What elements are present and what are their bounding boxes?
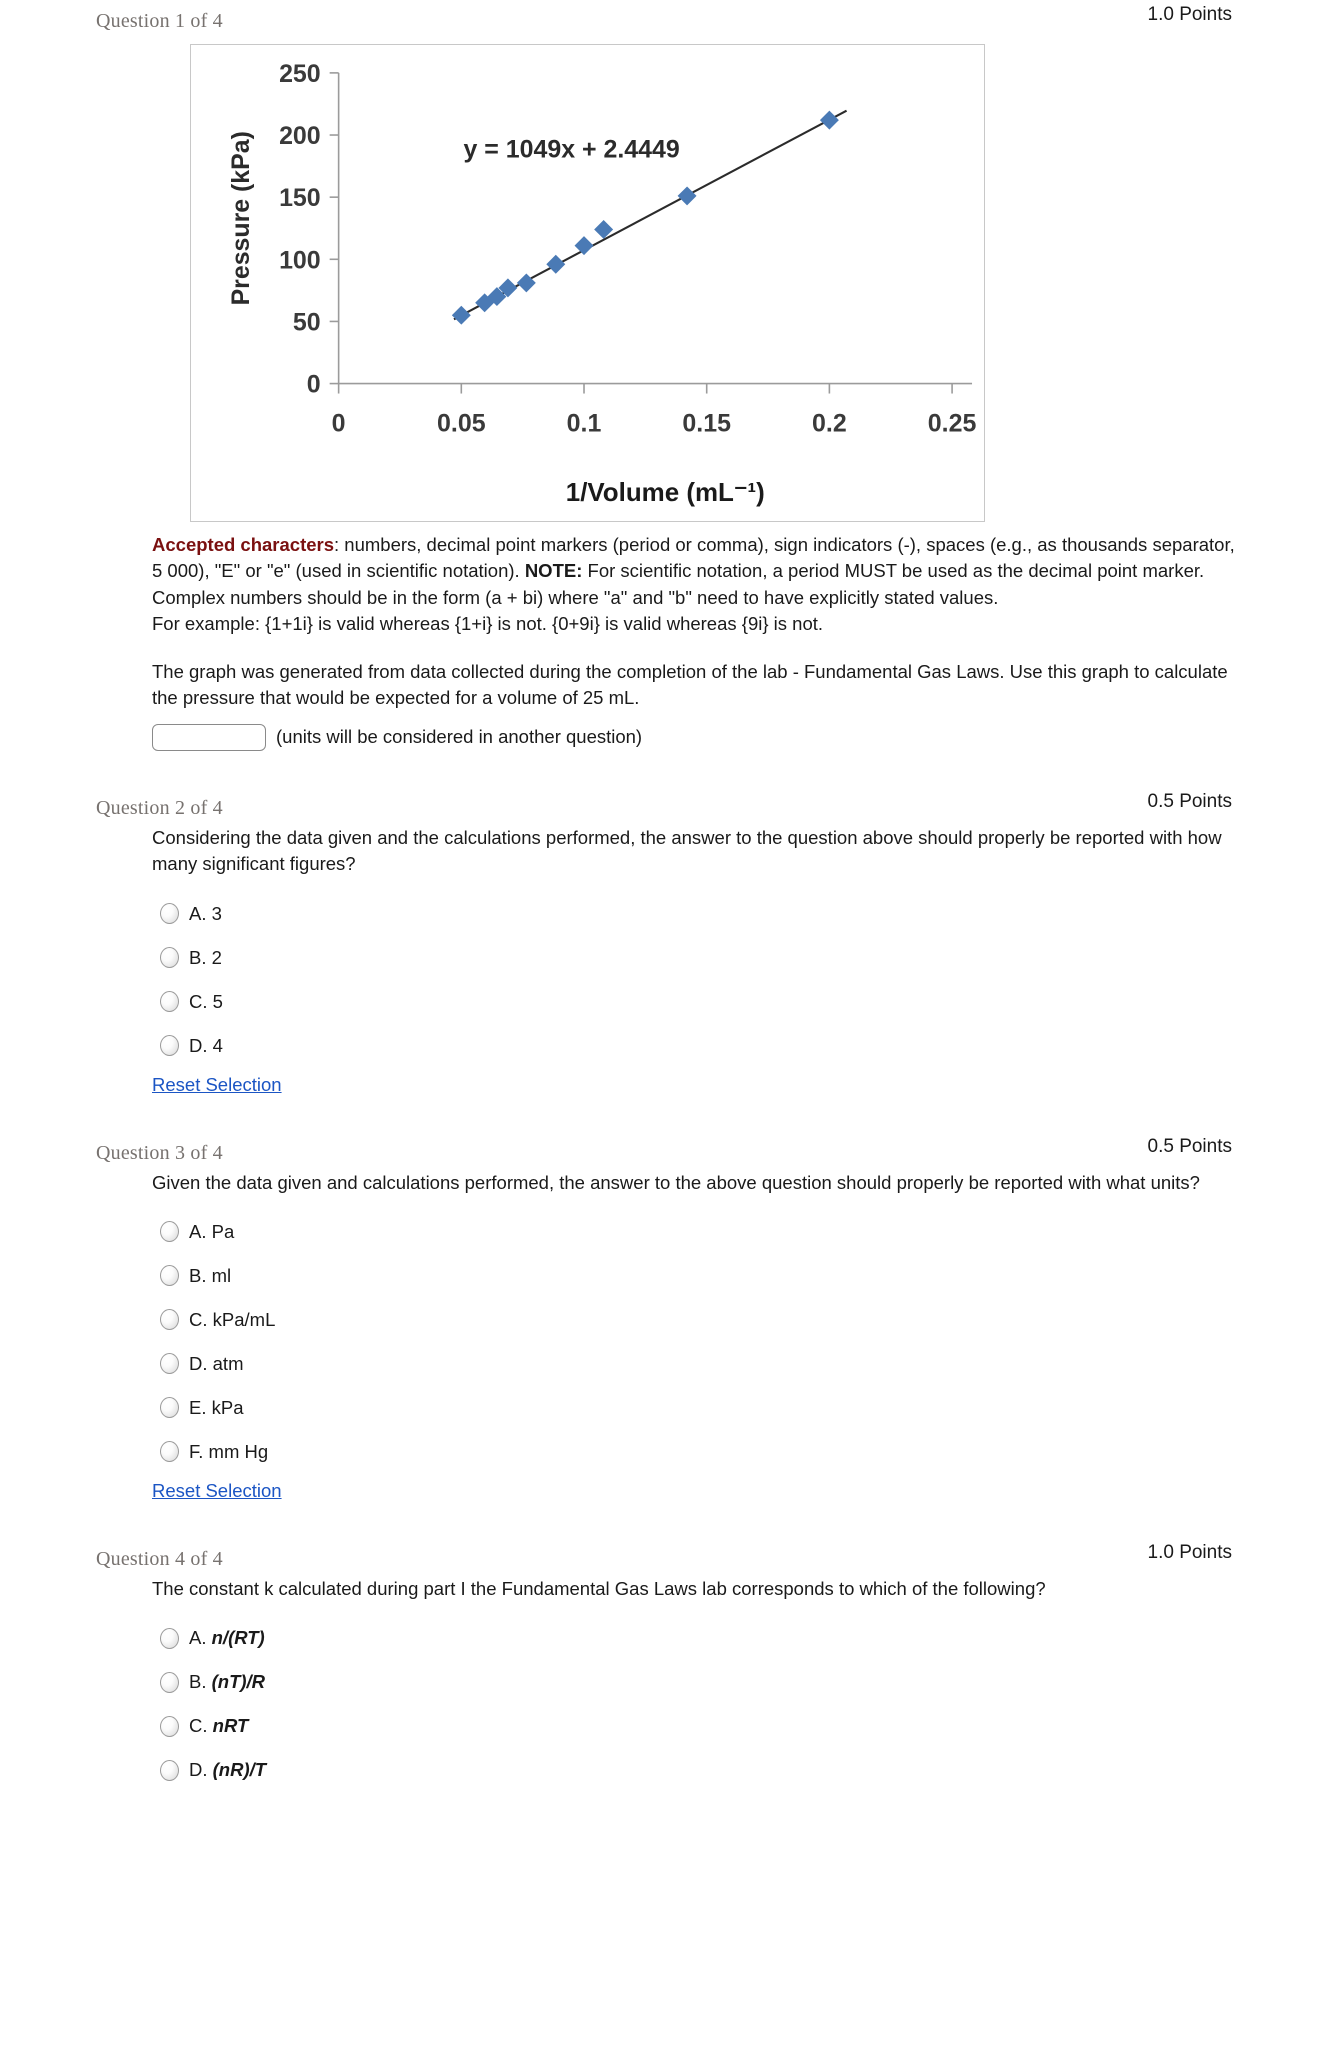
chart-inner — [191, 45, 984, 521]
accepted-characters-rest: : numbers, decimal point markers (period or comma), sign indicators (-), spaces (e.g., as thousands separator, 5 000), "E" or "e" (used in scientific notation). — [152, 534, 1235, 582]
svg-text:200: 200 — [279, 122, 321, 150]
option-row[interactable] — [160, 1660, 1300, 1704]
option-label: C. 5 — [189, 990, 223, 1012]
question-3-options — [160, 1210, 1300, 1474]
accepted-characters-block — [152, 532, 1244, 712]
option-label: C. kPa/mL — [189, 1308, 276, 1330]
option-row[interactable] — [160, 1386, 1300, 1430]
option-label: B. (nT)/R — [189, 1671, 266, 1693]
option-label: E. kPa — [189, 1396, 244, 1418]
section-separator-1 — [0, 751, 1340, 791]
question-4-label: Question 4 of 4 — [96, 1547, 223, 1570]
option-label: A. n/(RT) — [189, 1627, 265, 1649]
option-row[interactable] — [160, 892, 1300, 936]
radio-button-icon[interactable] — [160, 1035, 179, 1056]
question-1-points: 1.0 Points — [1147, 4, 1232, 25]
option-row[interactable] — [160, 1024, 1300, 1068]
question-3-header — [0, 1136, 1300, 1170]
option-row[interactable] — [160, 1254, 1300, 1298]
question-3-label: Question 3 of 4 — [96, 1141, 223, 1164]
option-row[interactable] — [160, 1298, 1300, 1342]
question-2-label: Question 2 of 4 — [96, 796, 223, 819]
radio-button-icon[interactable] — [160, 1265, 179, 1286]
svg-text:0.15: 0.15 — [682, 409, 731, 438]
complex-numbers-line: Complex numbers should be in the form (a + bi) where "a" and "b" need to have explicitly stated values. — [152, 586, 999, 608]
option-row[interactable] — [160, 1748, 1300, 1792]
answer-input[interactable] — [152, 724, 266, 751]
question-2-prompt: Considering the data given and the calculations performed, the answer to the question above should properly be reported with how many significant figures? — [152, 826, 1222, 875]
svg-text:150: 150 — [279, 184, 321, 213]
question-4-points: 1.0 Points — [1147, 1541, 1232, 1563]
option-row[interactable] — [160, 936, 1300, 980]
section-separator-2 — [0, 1096, 1340, 1136]
question-4-block — [0, 1542, 1340, 1792]
question-3-prompt: Given the data given and calculations performed, the answer to the above question should properly be reported with what units? — [152, 1171, 1200, 1193]
question-1-prompt: The graph was generated from data collected during the completion of the lab - Fundamental Gas Laws. Use this graph to calculate the pressure that would be expected for a volume of 25 mL. — [152, 661, 1228, 709]
option-row[interactable] — [160, 1342, 1300, 1386]
question-2-block — [0, 791, 1340, 1096]
radio-button-icon[interactable] — [160, 991, 179, 1012]
question-4-header — [0, 1542, 1300, 1576]
option-label: F. mm Hg — [189, 1440, 269, 1462]
question-3-points: 0.5 Points — [1147, 1135, 1232, 1157]
reset-selection-link[interactable]: Reset Selection — [152, 1479, 282, 1501]
question-3-body — [0, 1170, 1300, 1196]
radio-button-icon[interactable] — [160, 947, 179, 968]
radio-button-icon[interactable] — [160, 903, 179, 924]
question-3-block — [0, 1136, 1340, 1502]
svg-text:0.25: 0.25 — [927, 409, 977, 438]
option-label: C. nRT — [189, 1715, 249, 1737]
answer-units-hint: (units will be considered in another question) — [276, 726, 643, 748]
question-2-options — [160, 892, 1300, 1068]
svg-text:0.2: 0.2 — [812, 409, 847, 438]
radio-button-icon[interactable] — [160, 1672, 179, 1693]
radio-button-icon[interactable] — [160, 1760, 179, 1781]
radio-button-icon[interactable] — [160, 1309, 179, 1330]
accepted-characters-lead: Accepted characters — [152, 534, 335, 555]
svg-text:50: 50 — [292, 308, 321, 337]
radio-button-icon[interactable] — [160, 1221, 179, 1242]
radio-button-icon[interactable] — [160, 1397, 179, 1418]
svg-text:0: 0 — [306, 370, 321, 399]
radio-button-icon[interactable] — [160, 1628, 179, 1649]
example-line: For example: {1+1i} is valid whereas {1+i} is not. {0+9i} is valid whereas {9i} is not. — [152, 612, 824, 634]
question-1-label: Question 1 of 4 — [96, 10, 223, 32]
radio-button-icon[interactable] — [160, 1441, 179, 1462]
question-1-answer-row — [152, 724, 1300, 751]
svg-text:Pressure (kPa): Pressure (kPa) — [226, 131, 255, 306]
radio-button-icon[interactable] — [160, 1716, 179, 1737]
accepted-characters-paragraph — [152, 532, 1244, 585]
svg-text:100: 100 — [279, 246, 321, 275]
question-1-header — [0, 4, 1300, 38]
pressure-vs-inverse-volume-chart — [190, 44, 985, 522]
section-separator-3 — [0, 1502, 1340, 1542]
paragraph-gap — [152, 637, 1244, 659]
option-row[interactable] — [160, 1616, 1300, 1660]
svg-text:0.05: 0.05 — [437, 409, 486, 438]
option-label: D. (nR)/T — [189, 1759, 267, 1781]
svg-text:0: 0 — [331, 409, 346, 438]
option-label: B. 2 — [189, 946, 222, 968]
option-label: D. 4 — [189, 1034, 223, 1056]
option-label: A. 3 — [189, 902, 222, 924]
svg-text:0.1: 0.1 — [566, 409, 602, 438]
option-row[interactable] — [160, 980, 1300, 1024]
question-1-block — [0, 0, 1340, 751]
svg-text:250: 250 — [279, 59, 321, 88]
option-row[interactable] — [160, 1430, 1300, 1474]
svg-text:1/Volume (mL⁻¹): 1/Volume (mL⁻¹) — [565, 479, 765, 508]
question-2-header — [0, 791, 1300, 825]
question-2-body — [0, 825, 1300, 878]
option-row[interactable] — [160, 1704, 1300, 1748]
question-2-points: 0.5 Points — [1147, 790, 1232, 812]
svg-text:y = 1049x + 2.4449: y = 1049x + 2.4449 — [463, 135, 680, 164]
note-rest: For scientific notation, a period MUST be used as the decimal point marker. — [582, 560, 1205, 582]
option-label: A. Pa — [189, 1220, 235, 1242]
question-4-prompt: The constant k calculated during part I the Fundamental Gas Laws lab corresponds to which of the following? — [152, 1577, 1046, 1599]
option-label: B. ml — [189, 1264, 232, 1286]
question-4-options — [160, 1616, 1300, 1792]
option-row[interactable] — [160, 1210, 1300, 1254]
option-label: D. atm — [189, 1352, 244, 1374]
reset-selection-link[interactable]: Reset Selection — [152, 1073, 282, 1095]
radio-button-icon[interactable] — [160, 1353, 179, 1374]
note-lead: NOTE: — [524, 560, 583, 582]
chart-svg — [191, 45, 984, 521]
question-4-body — [0, 1576, 1300, 1602]
